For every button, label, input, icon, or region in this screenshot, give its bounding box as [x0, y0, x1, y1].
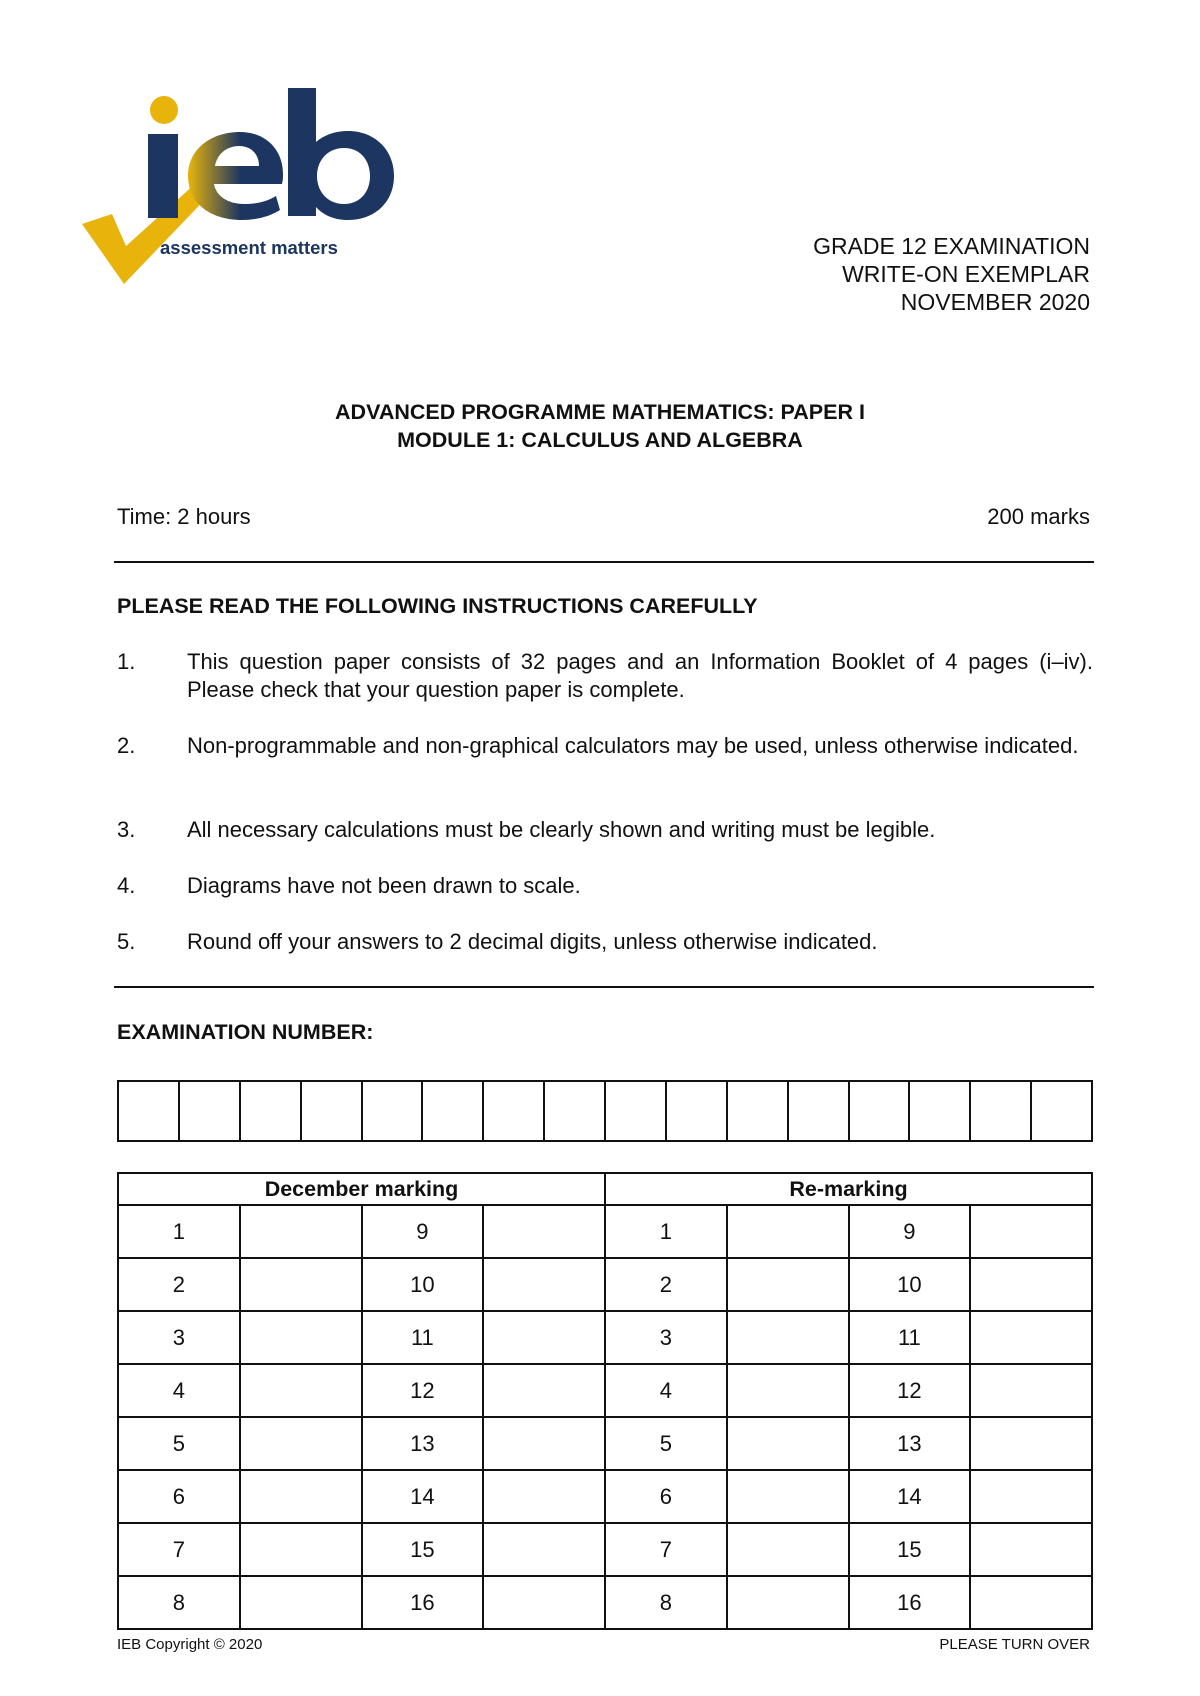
question-number-cell: 9 [849, 1205, 971, 1258]
exam-number-digit-box[interactable] [726, 1082, 787, 1140]
instruction-item [117, 732, 1093, 760]
exam-number-digit-box[interactable] [604, 1082, 665, 1140]
instruction-item [117, 872, 1093, 900]
question-number-cell: 3 [605, 1311, 727, 1364]
remark-mark-cell[interactable] [727, 1364, 849, 1417]
letter-b-shape [288, 88, 394, 220]
question-number-cell: 7 [118, 1523, 240, 1576]
remark-mark-cell[interactable] [970, 1205, 1092, 1258]
question-number-cell: 12 [362, 1364, 484, 1417]
question-number-cell: 16 [362, 1576, 484, 1629]
december-mark-cell[interactable] [240, 1417, 362, 1470]
instruction-text: Non-programmable and non-graphical calculators may be used, unless otherwise indicated. [187, 733, 1079, 758]
question-number-cell: 15 [849, 1523, 971, 1576]
december-mark-cell[interactable] [483, 1364, 605, 1417]
december-mark-cell[interactable] [240, 1576, 362, 1629]
instruction-text: Diagrams have not been drawn to scale. [187, 873, 581, 898]
exam-number-digit-box[interactable] [239, 1082, 300, 1140]
letter-e-shape [188, 132, 283, 220]
question-number-cell: 4 [118, 1364, 240, 1417]
table-row [118, 1523, 1092, 1576]
marking-table [117, 1172, 1093, 1630]
header-line-type: WRITE-ON EXEMPLAR [842, 261, 1090, 287]
remark-mark-cell[interactable] [970, 1311, 1092, 1364]
question-number-cell: 1 [118, 1205, 240, 1258]
december-mark-cell[interactable] [483, 1311, 605, 1364]
question-number-cell: 5 [605, 1417, 727, 1470]
remark-mark-cell[interactable] [727, 1576, 849, 1629]
letter-i-shape [148, 134, 178, 218]
instruction-item [117, 648, 1093, 704]
question-number-cell: 10 [362, 1258, 484, 1311]
question-number-cell: 10 [849, 1258, 971, 1311]
question-number-cell: 6 [118, 1470, 240, 1523]
remark-mark-cell[interactable] [970, 1523, 1092, 1576]
table-row [118, 1576, 1092, 1629]
question-number-cell: 16 [849, 1576, 971, 1629]
instruction-text: Round off your answers to 2 decimal digits, unless otherwise indicated. [187, 929, 878, 954]
instruction-number: 1. [117, 649, 136, 674]
exam-number-digit-box[interactable] [665, 1082, 726, 1140]
exam-number-digit-box[interactable] [421, 1082, 482, 1140]
remark-mark-cell[interactable] [727, 1205, 849, 1258]
divider-top [114, 561, 1094, 563]
question-number-cell: 5 [118, 1417, 240, 1470]
remarking-header: Re-marking [605, 1173, 1092, 1205]
question-number-cell: 13 [849, 1417, 971, 1470]
december-mark-cell[interactable] [483, 1205, 605, 1258]
instruction-number: 4. [117, 873, 136, 898]
table-row [118, 1205, 1092, 1258]
december-mark-cell[interactable] [240, 1470, 362, 1523]
remark-mark-cell[interactable] [970, 1417, 1092, 1470]
question-number-cell: 2 [118, 1258, 240, 1311]
december-mark-cell[interactable] [240, 1364, 362, 1417]
exam-number-digit-box[interactable] [1030, 1082, 1091, 1140]
exam-number-boxes [117, 1080, 1093, 1142]
december-mark-cell[interactable] [240, 1205, 362, 1258]
question-number-cell: 13 [362, 1417, 484, 1470]
instruction-item [117, 816, 1093, 844]
exam-number-digit-box[interactable] [482, 1082, 543, 1140]
december-marking-header: December marking [118, 1173, 605, 1205]
table-row [118, 1417, 1092, 1470]
instruction-number: 2. [117, 733, 136, 758]
remark-mark-cell[interactable] [970, 1470, 1092, 1523]
time-allowed: Time: 2 hours [117, 504, 251, 529]
turn-over-text: PLEASE TURN OVER [939, 1636, 1090, 1653]
ieb-logo [82, 86, 418, 308]
december-mark-cell[interactable] [240, 1523, 362, 1576]
december-mark-cell[interactable] [240, 1311, 362, 1364]
exam-number-digit-box[interactable] [178, 1082, 239, 1140]
exam-number-label: EXAMINATION NUMBER: [117, 1020, 374, 1044]
remark-mark-cell[interactable] [727, 1258, 849, 1311]
divider-bottom [114, 986, 1094, 988]
question-number-cell: 15 [362, 1523, 484, 1576]
question-number-cell: 3 [118, 1311, 240, 1364]
question-number-cell: 8 [605, 1576, 727, 1629]
question-number-cell: 12 [849, 1364, 971, 1417]
december-mark-cell[interactable] [240, 1258, 362, 1311]
exam-number-digit-box[interactable] [543, 1082, 604, 1140]
exam-number-digit-box[interactable] [361, 1082, 422, 1140]
question-number-cell: 14 [849, 1470, 971, 1523]
remark-mark-cell[interactable] [727, 1470, 849, 1523]
copyright-text: IEB Copyright © 2020 [117, 1636, 263, 1653]
remark-mark-cell[interactable] [727, 1311, 849, 1364]
question-number-cell: 11 [362, 1311, 484, 1364]
i-dot-shape [150, 96, 178, 124]
december-mark-cell[interactable] [483, 1576, 605, 1629]
question-number-cell: 14 [362, 1470, 484, 1523]
paper-title [0, 398, 1200, 454]
table-row [118, 1470, 1092, 1523]
time-marks-row [117, 504, 1090, 530]
header-line-grade: GRADE 12 EXAMINATION [813, 233, 1090, 259]
question-number-cell: 6 [605, 1470, 727, 1523]
instruction-item [117, 928, 1093, 956]
instructions-heading: PLEASE READ THE FOLLOWING INSTRUCTIONS CAREFULLY [117, 594, 758, 618]
question-number-cell: 8 [118, 1576, 240, 1629]
remark-mark-cell[interactable] [970, 1364, 1092, 1417]
december-mark-cell[interactable] [483, 1470, 605, 1523]
table-row [118, 1258, 1092, 1311]
exam-number-digit-box[interactable] [969, 1082, 1030, 1140]
exam-number-digit-box[interactable] [119, 1082, 178, 1140]
question-number-cell: 9 [362, 1205, 484, 1258]
question-number-cell: 2 [605, 1258, 727, 1311]
exam-number-digit-box[interactable] [908, 1082, 969, 1140]
title-line-module: MODULE 1: CALCULUS AND ALGEBRA [397, 428, 803, 452]
question-number-cell: 7 [605, 1523, 727, 1576]
instruction-text: This question paper consists of 32 pages and an Information Booklet of 4 pages (i–iv). Please check that your question paper is complete. [187, 649, 1093, 702]
december-mark-cell[interactable] [483, 1523, 605, 1576]
question-number-cell: 11 [849, 1311, 971, 1364]
logo-tagline: assessment matters [160, 237, 338, 258]
question-number-cell: 4 [605, 1364, 727, 1417]
remark-mark-cell[interactable] [727, 1523, 849, 1576]
december-mark-cell[interactable] [483, 1258, 605, 1311]
table-row [118, 1311, 1092, 1364]
total-marks: 200 marks [987, 504, 1090, 529]
remark-mark-cell[interactable] [727, 1417, 849, 1470]
instruction-number: 3. [117, 817, 136, 842]
remark-mark-cell[interactable] [970, 1576, 1092, 1629]
instruction-number: 5. [117, 929, 136, 954]
exam-header [813, 232, 1090, 316]
exam-number-digit-box[interactable] [787, 1082, 848, 1140]
header-line-date: NOVEMBER 2020 [900, 289, 1090, 315]
instruction-text: All necessary calculations must be clearly shown and writing must be legible. [187, 817, 936, 842]
exam-number-digit-box[interactable] [848, 1082, 909, 1140]
page-footer [117, 1636, 1090, 1653]
december-mark-cell[interactable] [483, 1417, 605, 1470]
title-line-subject: ADVANCED PROGRAMME MATHEMATICS: PAPER I [335, 400, 865, 424]
remark-mark-cell[interactable] [970, 1258, 1092, 1311]
question-number-cell: 1 [605, 1205, 727, 1258]
table-row [118, 1364, 1092, 1417]
exam-number-digit-box[interactable] [300, 1082, 361, 1140]
